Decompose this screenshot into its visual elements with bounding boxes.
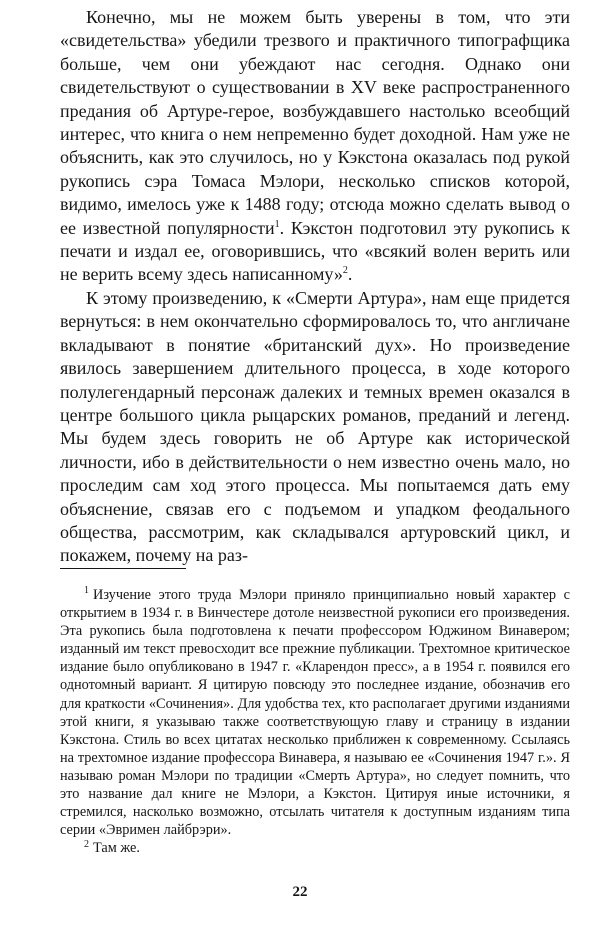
footnote-ref-1[interactable]: 1 <box>274 218 280 230</box>
paragraph-1-end: . <box>347 264 353 285</box>
paragraph-2: К этому произведению, к «Смерти Артура», нам еще придется вернуться: в нем окончательно сформировалось то, что англичане вкладывают в понятие «британский дух». Но произведение явилось завершением длительного процесса, в ходе которого полулегендарный персонаж далеких и темных времен оказался в центре большого цикла рыцарских романов, преданий и легенд. Мы будем здесь говорить не об Артуре как исторической личности, ибо в действительности о нем известно очень мало, но проследим сам ход этого процесса. Мы попытаемся дать ему объяснение, связав его с подъемом и упадком феодального общества, рассмотрим, как складывался артуровский цикл, и покажем, почему на раз- <box>60 287 570 566</box>
footnotes <box>60 586 570 857</box>
footnote-1-text: Изучение этого труда Мэлори приняло принципиально новый характер с открытием в 1934 г. в Винчестере дотоле неизвестной рукописи его произведения. Эта рукопись была подготовлена к печати профессором Юджином Винавером; изданный им текст превосходит все прежние публикации. Трехтомное критическое издание было опубликовано в 1947 г. «Кларендон пресс», а в 1954 г. появился его однотомный вариант. Я цитирую повсюду это последнее издание, обозначив его для краткости «Сочинения». Для удобства тех, кто располагает другими изданиями этой книги, я указываю также соответствующую главу и страницу в издании Кэкстона. Стиль во всех цитатах несколько приближен к современному. Ссылаясь на трехтомное издание профессора Винавера, я называю ее «Сочинения 1947 г.». Я называю роман Мэлори по традиции «Смерть Артура», но следует помнить, что это название дал книге не Мэлори, а Кэкстон. Цитируя иные источники, я стремился, насколько возможно, отсылать читателя к доступным изданиям типа серии «Эвримен лайбрэри». <box>60 587 570 839</box>
footnote-1-mark: 1 <box>84 585 89 597</box>
main-text <box>60 6 570 568</box>
footnote-2 <box>60 839 570 857</box>
footnote-2-text: Там же. <box>93 840 140 857</box>
footnote-divider <box>60 568 186 569</box>
footnote-2-mark: 2 <box>84 838 89 850</box>
page-body <box>60 6 570 568</box>
footnote-1 <box>60 586 570 839</box>
footnote-ref-2[interactable]: 2 <box>342 265 348 277</box>
paragraph-1-text: Конечно, мы не можем быть уверены в том, что эти «свидетельства» убедили трезвого и практичного типографщика больше, чем они убеждают нас сегодня. Однако они свидетельствуют о существовании в XV веке распространенного предания об Артуре-герое, возбуждавшего настолько всеобщий интерес, что книга о нем непременно будет доходной. Нам уже не объяснить, как это случилось, но у Кэкстона оказалась под рукой рукопись сэра Томаса Мэлори, несколько списков которой, видимо, имелось уже к 1488 году; отсюда можно сделать вывод о ее известной популярности <box>60 7 570 238</box>
page-number: 22 <box>292 884 308 900</box>
paragraph-1 <box>60 6 570 287</box>
paragraph-1-text-continued: . Кэкстон подготовил эту рукопись к печати и издал ее, оговорившись, что «всякий волен верить или не верить всему здесь написанному» <box>60 217 570 285</box>
